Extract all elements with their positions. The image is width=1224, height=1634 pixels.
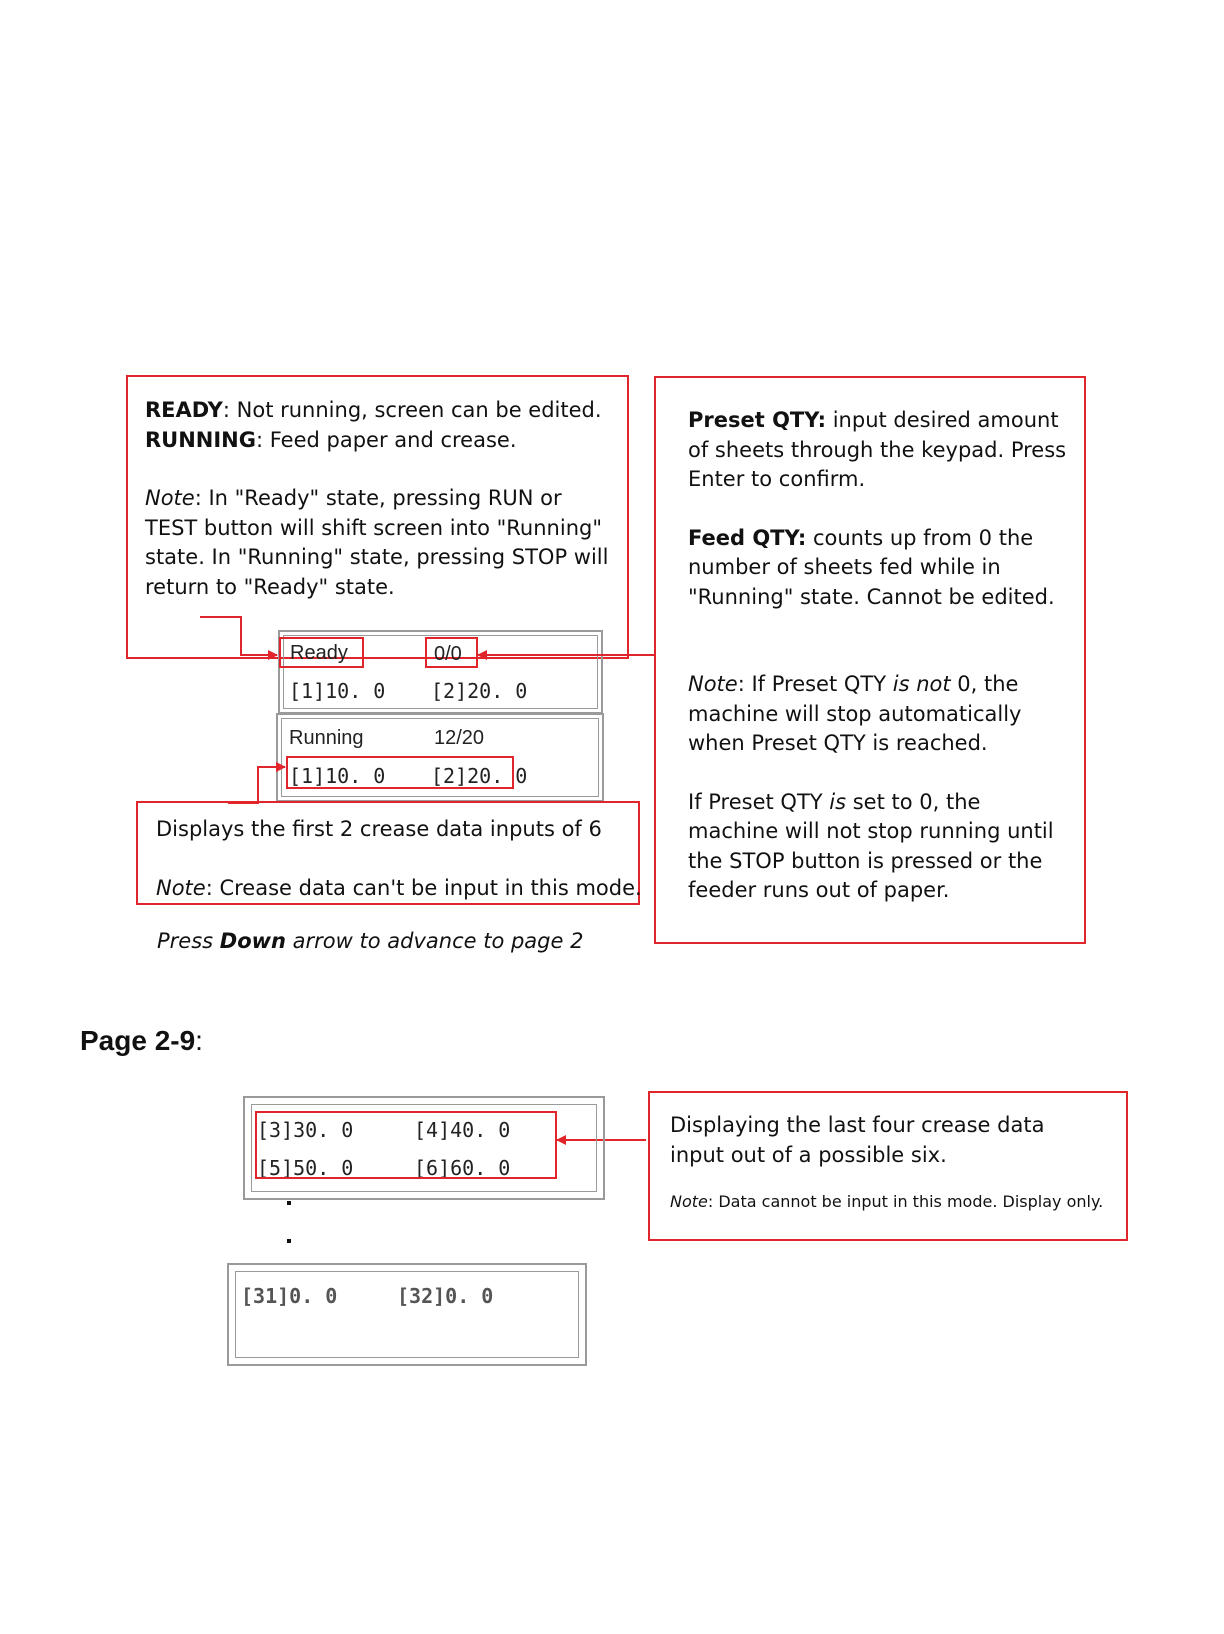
ellipsis-dot-2 bbox=[287, 1239, 291, 1243]
lcd-ready-crease-2: [2]20. 0 bbox=[431, 679, 528, 703]
lcd-crease-4: [4]40. 0 bbox=[414, 1118, 511, 1142]
crease-note-text: : Crease data can't be input in this mode. bbox=[205, 876, 642, 900]
lcd-running-crease-1: [1]10. 0 bbox=[289, 764, 386, 788]
preset-note-a: : If Preset QTY bbox=[737, 672, 893, 696]
preset-qty-label: Preset QTY: bbox=[688, 408, 827, 432]
page-title-text: Page 2-9 bbox=[80, 1025, 196, 1056]
running-label: RUNNING bbox=[145, 427, 256, 452]
page2-crease-highlight bbox=[255, 1111, 557, 1179]
press-down-prefix: Press bbox=[157, 929, 220, 953]
preset-note-em: is not bbox=[892, 672, 951, 696]
preset-note-label: Note bbox=[688, 672, 738, 696]
ellipsis-dot-1 bbox=[287, 1201, 291, 1205]
preset-zero-em: is bbox=[829, 789, 847, 814]
lcd-ready-qty: 0/0 bbox=[434, 643, 462, 665]
preset-zero-b: set to 0, the machine will not stop running until the STOP button is pressed or the feeder runs out of paper. bbox=[688, 789, 1054, 902]
lcd-crease-5: [5]50. 0 bbox=[257, 1156, 354, 1180]
page2-note bbox=[670, 1192, 1103, 1211]
page-title bbox=[80, 1025, 203, 1057]
feed-qty-label: Feed QTY: bbox=[688, 525, 807, 550]
lcd-crease-3: [3]30. 0 bbox=[257, 1118, 354, 1142]
lcd-last-screen bbox=[227, 1263, 587, 1366]
ready-label: READY bbox=[145, 398, 223, 422]
preset-qty-text: input desired amount of sheets through the keypad. Press Enter to confirm. bbox=[688, 408, 1067, 491]
preset-zero-a: If Preset QTY bbox=[688, 789, 830, 814]
page-title-colon: : bbox=[195, 1025, 203, 1056]
feed-qty-text: counts up from 0 the number of sheets fed while in "Running" state. Cannot be edited. bbox=[688, 525, 1055, 609]
page2-description-text: Displaying the last four crease data input out of a possible six. bbox=[670, 1113, 1045, 1167]
preset-note-b: 0, the machine will stop automatically when Preset QTY is reached. bbox=[688, 672, 1022, 755]
press-down-suffix: arrow to advance to page 2 bbox=[286, 929, 584, 953]
lcd-running-state: Running bbox=[289, 727, 364, 749]
crease-note-label: Note bbox=[156, 876, 206, 900]
lcd-crease-6: [6]60. 0 bbox=[414, 1156, 511, 1180]
lcd-running-crease-2: [2]20. 0 bbox=[431, 764, 528, 788]
ready-text: : Not running, screen can be edited. bbox=[222, 398, 602, 422]
note-label: Note bbox=[145, 486, 195, 510]
crease-description-text: Displays the first 2 crease data inputs of 6 bbox=[156, 817, 602, 841]
running-text: : Feed paper and crease. bbox=[256, 427, 517, 452]
page2-note-text: : Data cannot be input in this mode. Display only. bbox=[707, 1192, 1104, 1211]
lcd-crease-31: [31]0. 0 bbox=[241, 1284, 338, 1308]
lcd-crease-32: [32]0. 0 bbox=[397, 1284, 494, 1308]
lcd-running-qty: 12/20 bbox=[434, 727, 485, 749]
crease-arrow bbox=[228, 767, 285, 803]
press-down-key: Down bbox=[219, 929, 286, 953]
note-text: : In "Ready" state, pressing RUN or TEST button will shift screen into "Running" state. In "Running" state, pressing STOP will return to "Ready" state. bbox=[145, 486, 609, 599]
ready-state-arrow bbox=[200, 617, 277, 655]
lcd-ready-crease-1: [1]10. 0 bbox=[289, 679, 386, 703]
lcd-ready-state: Ready bbox=[290, 642, 348, 664]
page2-note-label: Note bbox=[670, 1192, 708, 1211]
